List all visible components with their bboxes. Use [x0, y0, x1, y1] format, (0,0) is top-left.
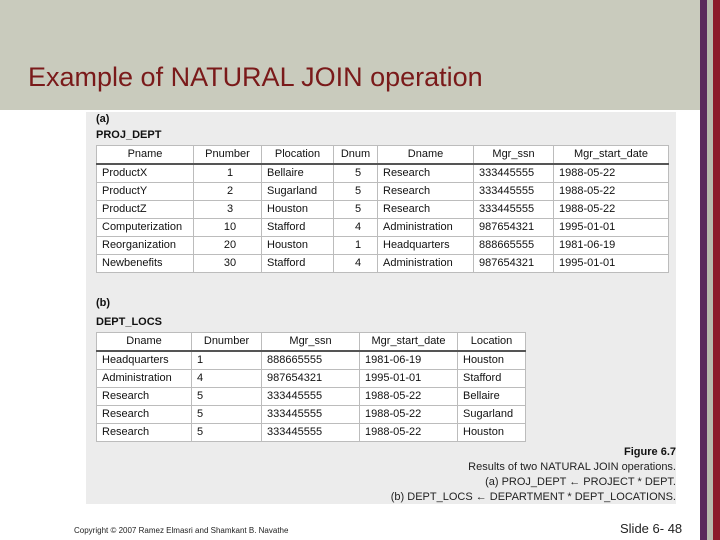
column-header: Mgr_ssn [262, 333, 360, 352]
table-row [97, 219, 669, 237]
table-cell: 5 [192, 406, 262, 424]
table-cell: 5 [192, 388, 262, 406]
column-header: Pname [97, 146, 194, 165]
table-row [97, 183, 669, 201]
table-cell: 1988-05-22 [554, 201, 669, 219]
table-cell: 1988-05-22 [360, 406, 458, 424]
table-cell: 3 [194, 201, 262, 219]
table-cell: 5 [192, 424, 262, 442]
table-cell: ProductX [97, 164, 194, 183]
table-cell: Administration [378, 255, 474, 273]
table-cell: 1995-01-01 [360, 370, 458, 388]
column-header: Mgr_ssn [474, 146, 554, 165]
figure-caption-line: (b) DEPT_LOCS ← DEPARTMENT * DEPT_LOCATIONS. [390, 491, 676, 503]
table-cell: 1995-01-01 [554, 255, 669, 273]
column-header: Location [458, 333, 526, 352]
table-cell: 1981-06-19 [360, 351, 458, 370]
table-cell: Research [378, 164, 474, 183]
table-cell: Research [378, 183, 474, 201]
figure-number: Figure 6.7 [624, 446, 676, 458]
column-header: Dnumber [192, 333, 262, 352]
table-cell: 2 [194, 183, 262, 201]
table-cell: 20 [194, 237, 262, 255]
table-row [97, 164, 669, 183]
column-header: Dnum [334, 146, 378, 165]
copyright-notice: Copyright © 2007 Ramez Elmasri and Shamkant B. Navathe [74, 526, 289, 535]
table-cell: Computerization [97, 219, 194, 237]
table-cell: Research [378, 201, 474, 219]
table-row [97, 370, 526, 388]
table-cell: Houston [458, 351, 526, 370]
table-cell: Research [97, 424, 192, 442]
table-cell: 333445555 [262, 388, 360, 406]
figure-caption-line: (a) PROJ_DEPT ← PROJECT * DEPT. [485, 476, 676, 488]
table-cell: 4 [192, 370, 262, 388]
table-cell: 1988-05-22 [360, 424, 458, 442]
table-cell: 5 [334, 201, 378, 219]
table-cell: 1995-01-01 [554, 219, 669, 237]
table-header-row [97, 146, 669, 165]
table-b-name: DEPT_LOCS [96, 316, 163, 328]
table-cell: 30 [194, 255, 262, 273]
column-header: Dname [378, 146, 474, 165]
title-bar [0, 0, 700, 110]
column-header: Mgr_start_date [554, 146, 669, 165]
table-cell: Administration [378, 219, 474, 237]
table-cell: 1 [334, 237, 378, 255]
table-cell: Bellaire [262, 164, 334, 183]
table-cell: Research [97, 406, 192, 424]
table-row [97, 406, 526, 424]
table-a-name: PROJ_DEPT [96, 129, 162, 141]
table-cell: Research [97, 388, 192, 406]
table-cell: ProductZ [97, 201, 194, 219]
table-cell: 10 [194, 219, 262, 237]
table-cell: Bellaire [458, 388, 526, 406]
table-row [97, 255, 669, 273]
column-header: Dname [97, 333, 192, 352]
table-cell: 333445555 [474, 201, 554, 219]
column-header: Plocation [262, 146, 334, 165]
slide-title: Example of NATURAL JOIN operation [28, 62, 483, 92]
figure-image [86, 112, 676, 504]
table-cell: Administration [97, 370, 192, 388]
table-cell: 987654321 [262, 370, 360, 388]
table-row [97, 424, 526, 442]
table-cell: 333445555 [474, 183, 554, 201]
table-cell: ProductY [97, 183, 194, 201]
table-cell: Headquarters [378, 237, 474, 255]
table-cell: Stafford [458, 370, 526, 388]
table-cell: 888665555 [474, 237, 554, 255]
slide-number: Slide 6- 48 [620, 521, 683, 536]
table-cell: 5 [334, 164, 378, 183]
part-b-label: (b) [96, 297, 111, 309]
table-cell: 4 [334, 219, 378, 237]
table-cell: Stafford [262, 219, 334, 237]
table-row [97, 351, 526, 370]
table-cell: 1988-05-22 [360, 388, 458, 406]
table-cell: Houston [262, 237, 334, 255]
table-row [97, 388, 526, 406]
part-a-label: (a) [96, 113, 110, 125]
table-cell: Stafford [262, 255, 334, 273]
table-cell: Houston [458, 424, 526, 442]
table-cell: 1 [194, 164, 262, 183]
figure-caption-line: Results of two NATURAL JOIN operations. [468, 461, 676, 473]
column-header: Mgr_start_date [360, 333, 458, 352]
table-cell: 987654321 [474, 219, 554, 237]
table-cell: Sugarland [458, 406, 526, 424]
table-cell: Sugarland [262, 183, 334, 201]
table-cell: 1981-06-19 [554, 237, 669, 255]
proj-dept-table [96, 145, 669, 273]
table-cell: Headquarters [97, 351, 192, 370]
table-cell: Newbenefits [97, 255, 194, 273]
table-cell: 4 [334, 255, 378, 273]
column-header: Pnumber [194, 146, 262, 165]
accent-stripe-red [713, 0, 720, 540]
table-cell: 333445555 [262, 406, 360, 424]
table-cell: Reorganization [97, 237, 194, 255]
table-cell: 987654321 [474, 255, 554, 273]
table-cell: Houston [262, 201, 334, 219]
table-row [97, 237, 669, 255]
table-cell: 1 [192, 351, 262, 370]
dept-locs-table [96, 332, 526, 442]
table-cell: 888665555 [262, 351, 360, 370]
table-cell: 333445555 [474, 164, 554, 183]
accent-stripe-purple [700, 0, 707, 540]
table-cell: 5 [334, 183, 378, 201]
table-row [97, 201, 669, 219]
table-cell: 333445555 [262, 424, 360, 442]
table-cell: 1988-05-22 [554, 183, 669, 201]
table-cell: 1988-05-22 [554, 164, 669, 183]
table-header-row [97, 333, 526, 352]
